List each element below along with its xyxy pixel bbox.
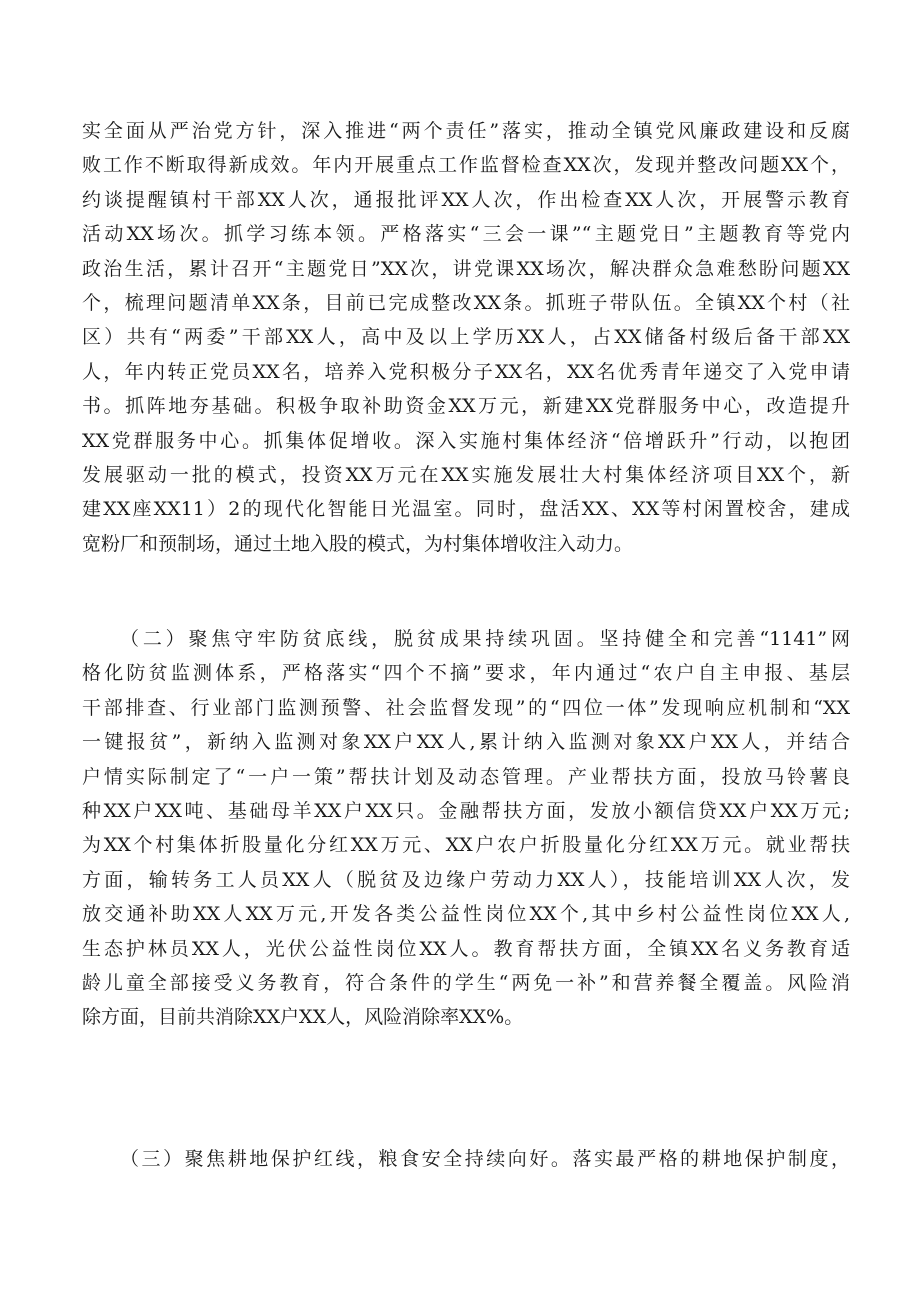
paragraph-farmland-protection: [82, 1142, 850, 1176]
text-line: 宽粉厂和预制场，通过土地入股的模式，为村集体增收注入动力。: [82, 532, 634, 555]
text-line: 实全面从严治党方针，深入推进“两个责任”落实，推动全镇党风廉政建设和反腐: [82, 120, 850, 142]
text-line: 建XX座XX11）2的现代化智能日光温室。同时，盘活XX、XX等村闲置校舍，建成: [82, 498, 850, 521]
text-line: 生态护林员XX人，光伏公益性岗位XX人。教育帮扶方面，全镇XX名义务教育适: [82, 937, 850, 960]
text-line: 格化防贫监测体系，严格落实“四个不摘”要求，年内通过“农户自主申报、基层: [82, 662, 850, 685]
paragraph-poverty-prevention: [82, 622, 850, 1035]
text-line: 干部排查、行业部门监测预警、社会监督发现”的“四位一体”发现响应机制和“XX: [82, 696, 850, 719]
text-line: XX党群服务中心。抓集体促增收。深入实施村集体经济“倍增跃升”行动，以抱团: [82, 429, 850, 452]
text-line: 为XX个村集体折股量化分红XX万元、XX户农户折股量化分红XX万元。就业帮扶: [82, 834, 850, 857]
text-line: 一键报贫”，新纳入监测对象XX户XX人,累计纳入监测对象XX户XX人，并结合: [82, 731, 850, 754]
text-line: 个，梳理问题清单XX条，目前已完成整改XX条。抓班子带队伍。全镇XX个村（社: [82, 291, 850, 314]
text-line: 书。抓阵地夯基础。积极争取补助资金XX万元，新建XX党群服务中心，改造提升: [82, 395, 850, 418]
text-line: 约谈提醒镇村干部XX人次，通报批评XX人次，作出检查XX人次，开展警示教育: [82, 188, 850, 211]
text-line: 政治生活，累计召开“主题党日”XX次，讲党课XX场次，解决群众急难愁盼问题XX: [82, 257, 850, 280]
text-line: 人，年内转正党员XX名，培养入党积极分子XX名，XX名优秀青年递交了入党申请: [82, 360, 850, 383]
text-line: 活动XX场次。抓学习练本领。严格落实“三会一课”“主题党日”主题教育等党内: [82, 223, 850, 246]
section-heading-line: （三）聚焦耕地保护红线，粮食安全持续向好。落实最严格的耕地保护制度，: [120, 1148, 850, 1170]
text-line: 败工作不断取得新成效。年内开展重点工作监督检查XX次，发现并整改问题XX个，: [82, 154, 850, 177]
text-line: 除方面，目前共消除XX户XX人，风险消除率XX%。: [82, 1006, 524, 1029]
text-line: 龄儿童全部接受义务教育，符合条件的学生“两免一补”和营养餐全覆盖。风险消: [82, 971, 850, 994]
section-heading-line: （二）聚焦守牢防贫底线，脱贫成果持续巩固。坚持健全和完善“1141”网: [120, 628, 850, 650]
text-line: 发展驱动一批的模式，投资XX万元在XX实施发展壮大村集体经济项目XX个，新: [82, 463, 850, 486]
text-line: 户情实际制定了“一户一策”帮扶计划及动态管理。产业帮扶方面，投放马铃薯良: [82, 765, 850, 788]
text-line: 方面，输转务工人员XX人（脱贫及边缘户劳动力XX人），技能培训XX人次，发: [82, 868, 850, 891]
paragraph-party-building: [82, 114, 850, 561]
text-line: 放交通补助XX人XX万元,开发各类公益性岗位XX个,其中乡村公益性岗位XX人,: [82, 903, 850, 926]
text-line: 种XX户XX吨、基础母羊XX户XX只。金融帮扶方面，发放小额信贷XX户XX万元;: [82, 799, 850, 822]
text-line: 区）共有“两委”干部XX人，高中及以上学历XX人，占XX储备村级后备干部XX: [82, 326, 850, 349]
